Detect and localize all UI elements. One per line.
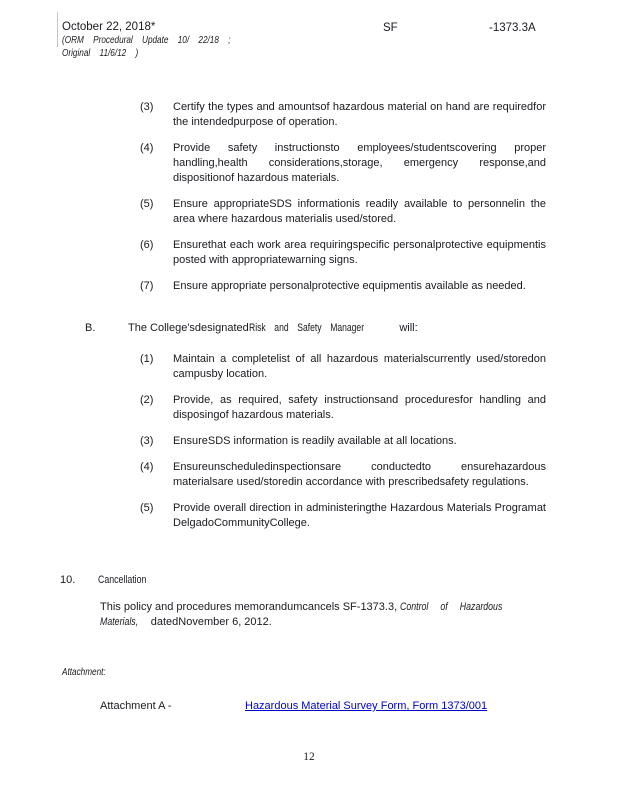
list-item-text: Ensure appropriateSDS informationis readily available to personnelin the area where hazardous materialis used/stored. <box>173 198 546 225</box>
section-10 <box>60 573 159 588</box>
form-code: SF <box>383 22 398 34</box>
attachment-heading <box>62 666 118 678</box>
list-item-text: Ensureunscheduledinspectionsare conductedto ensurehazardous materialsare used/storedin accordance with prescribedsafety regulations. <box>173 461 546 488</box>
cancelled-doc-title-part1: Control of Hazardous <box>400 601 503 613</box>
header-revision-note-2 <box>62 47 278 60</box>
list-item-number: (4) <box>140 461 154 473</box>
section-b-intro-suffix: will: <box>399 322 418 334</box>
list-item-number: (2) <box>140 394 154 406</box>
header-left <box>62 20 278 60</box>
list-item-text: Ensurethat each work area requiringspecific personalprotective equipmentis posted with appropriatewarning signs. <box>173 239 546 266</box>
list-item <box>140 352 546 382</box>
list-item <box>140 141 546 186</box>
section-b-intro <box>85 321 547 336</box>
attachment-link[interactable]: Hazardous Material Survey Form, Form 1373/001 <box>245 700 488 712</box>
cancellation-line1-text: This policy and procedures memorandumcancels SF-1373.3, <box>100 601 398 613</box>
revision-note-line1-text: (ORM Procedural Update 10/ 22/18 ; <box>62 34 231 46</box>
list-item-number: (1) <box>140 353 154 365</box>
attachment-a-label: Attachment A - <box>100 700 172 712</box>
section-a-list <box>140 100 546 305</box>
cancellation-paragraph <box>100 600 545 630</box>
section-10-number: 10. <box>60 574 76 586</box>
list-item-number: (5) <box>140 502 154 514</box>
cancellation-line2-text: datedNovember 6, 2012. <box>150 616 272 628</box>
cancelled-doc-title-part2: Materials, <box>100 616 139 628</box>
form-number: -1373.3A <box>489 22 536 34</box>
list-item-number: (4) <box>140 142 154 154</box>
list-item-text: Maintain a completelist of all hazardous materialscurrently used/storedon campusby location. <box>173 353 546 380</box>
cancellation-line-2 <box>100 615 545 630</box>
revision-note-line2-text: Original 11/6/12 ) <box>62 47 139 59</box>
list-item <box>140 460 546 490</box>
list-item-number: (3) <box>140 435 154 447</box>
list-item-number: (5) <box>140 198 154 210</box>
list-item-text: Provide overall direction in administeringthe Hazardous Materials Programat DelgadoCommunityCollege. <box>173 502 546 529</box>
list-item <box>140 197 546 227</box>
list-item-number: (3) <box>140 101 154 113</box>
header-revision-note-1 <box>62 34 278 47</box>
scan-artifact-line <box>57 12 58 47</box>
section-10-heading: Cancellation <box>98 574 147 586</box>
list-item <box>140 279 546 294</box>
cancellation-line-1 <box>100 600 545 615</box>
list-item-text: Ensure appropriate personalprotective equipmentis available as needed. <box>173 280 526 292</box>
list-item-number: (6) <box>140 239 154 251</box>
list-item <box>140 393 546 423</box>
list-item-number: (7) <box>140 280 154 292</box>
list-item <box>140 434 546 449</box>
list-item-text: Provide, as required, safety instructionsand proceduresfor handling and disposingof hazardous materials. <box>173 394 546 421</box>
header-date: October 22, 2018* <box>62 21 156 33</box>
section-b-intro-text: The College'sdesignated <box>128 322 249 334</box>
attachment-row <box>100 700 560 712</box>
section-b-list <box>140 352 546 531</box>
list-item <box>140 238 546 268</box>
risk-safety-manager-text: Risk and Safety Manager <box>248 322 364 334</box>
list-item <box>140 100 546 130</box>
section-b <box>85 321 547 542</box>
list-item-text: Certify the types and amountsof hazardous material on hand are requiredfor the intendedpurpose of operation. <box>173 101 546 128</box>
page-number: 12 <box>303 751 315 763</box>
section-b-label: B. <box>85 322 96 334</box>
list-item-text: Provide safety instructionsto employees/studentscovering proper handling,health considerations,storage, emergency response,and dispositionof hazardous materials. <box>173 142 546 184</box>
attachment-heading-text: Attachment: <box>62 666 106 678</box>
section-b-intro-line <box>128 321 418 336</box>
list-item-text: EnsureSDS information is readily available at all locations. <box>173 435 457 447</box>
list-item <box>140 501 546 531</box>
